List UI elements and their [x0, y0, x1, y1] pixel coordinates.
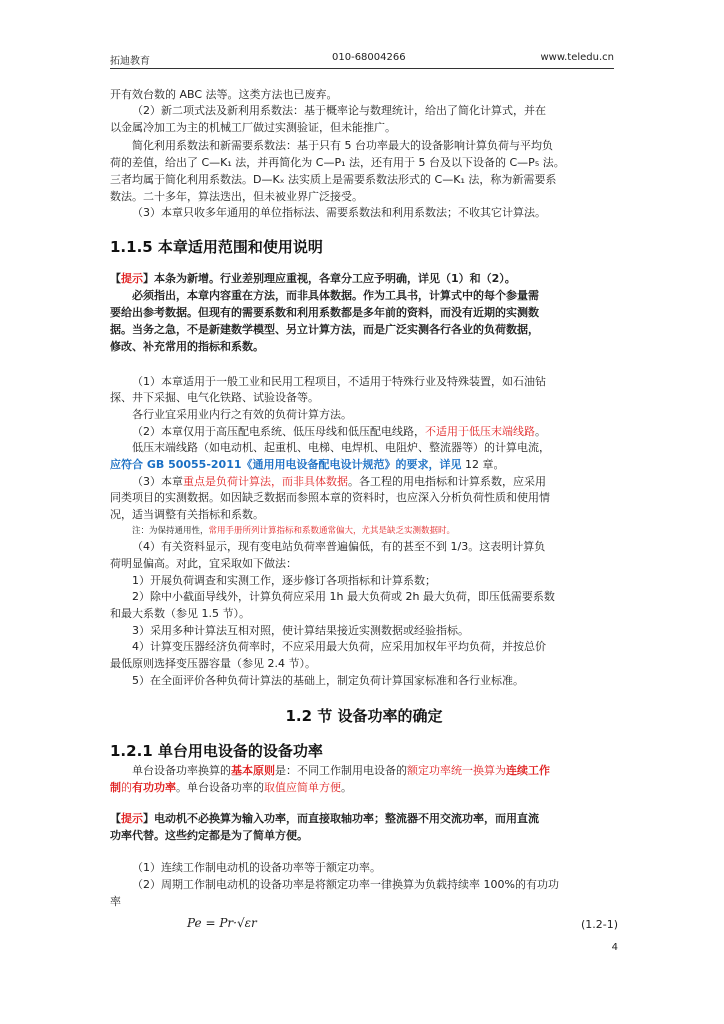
tip-bracket: 】 [143, 812, 154, 825]
tip-text: 本条为新增。行业差别理应重视，各章分工应予明确，详见（1）和（2）。 [154, 272, 516, 285]
highlight-red: 重点是负荷计算法，而非具体数据 [183, 475, 348, 488]
tip-label: 提示 [121, 272, 143, 285]
section-heading-1-2-1: 1.2.1 单台用电设备的设备功率 [110, 742, 323, 760]
bold-line: 功率代替。这些约定都是为了简单方便。 [110, 829, 308, 842]
text-line: 简化利用系数法和新需要系数法：基于只有 5 台功率最大的设备影响计算负荷与平均负 [132, 139, 553, 152]
bold-line: 修改、补充常用的指标和系数。 [110, 340, 264, 353]
text-line [110, 425, 618, 439]
highlight-red: 连续工作 [506, 764, 550, 777]
text-line [110, 781, 618, 795]
text-line: （4）有关资料显示，现有变电站负荷率普遍偏低，有的甚至不到 1/3。这表明计算负 [132, 540, 546, 553]
tip-text: 电动机不必换算为输入功率，而直接取轴功率；整流器不用交流功率，而用直流 [154, 812, 539, 825]
text-span: （3）本章 [132, 475, 183, 488]
text-line: 况，适当调整有关指标和系数。 [110, 508, 264, 521]
highlight-red: 的 [121, 781, 132, 794]
highlight-red: 制 [110, 781, 121, 794]
formula-1-2-1 [110, 914, 618, 938]
text-span: 。单台设备功率的 [176, 781, 264, 794]
page-number: 4 [611, 942, 618, 953]
bold-line: 必须指出，本章内容重在方法，而非具体数据。作为工具书，计算式中的每个参量需 [132, 289, 539, 302]
text-line: 各行业宜采用业内行之有效的负荷计算方法。 [132, 408, 352, 421]
text-line [110, 764, 618, 778]
list-item: 5）在全面评价各种负荷计算法的基础上，制定负荷计算国家标准和各行业标准。 [132, 674, 524, 687]
text-line: 数法。二十多年，算法迭出，但未被业界广泛接受。 [110, 190, 363, 203]
text-line: 同类项目的实测数据。如因缺乏数据而参照本章的资料时，也应深入分析负荷性质和使用情 [110, 491, 550, 504]
tip-line [110, 272, 618, 286]
header-website: www.teledu.cn [540, 52, 614, 63]
text-line: 以金属冷加工为主的机械工厂做过实测验证，但未能推广。 [110, 121, 396, 134]
tip-bracket: 】 [143, 272, 154, 285]
text-line: （2）周期工作制电动机的设备功率是将额定功率一律换算为负载持续率 100%的有功功 [132, 878, 559, 891]
note-label: 注：为保持通用性， [132, 526, 209, 536]
tip-label: 提示 [121, 812, 143, 825]
section-heading-1-2: 1.2 节 设备功率的确定 [285, 707, 443, 725]
highlight-red: 常用手册所列计算指标和系数通常偏大，尤其是缺乏实测数据时。 [208, 526, 456, 536]
bold-line: 要给出参考数据。但现有的需要系数和利用系数都是多年前的资料，而没有近期的实测数 [110, 306, 539, 319]
formula-expression: Pe = Pr·√εr [187, 916, 257, 930]
text-line: （1）连续工作制电动机的设备功率等于额定功率。 [132, 861, 381, 874]
text-line: 荷的差值，给出了 C—K₁ 法，并再简化为 C—P₁ 法，还有用于 5 台及以下设备的 C—P₅ 法。 [110, 156, 565, 169]
section-heading-1-1-5: 1.1.5 本章适用范围和使用说明 [110, 238, 323, 256]
text-line: （2）新二项式法及新利用系数法：基于概率论与数理统计，给出了简化计算式，并在 [132, 104, 546, 117]
text-line: 率 [110, 895, 121, 908]
list-item: 1）开展负荷调查和实测工作，逐步修订各项指标和计算系数； [132, 574, 436, 587]
header-phone: 010-68004266 [332, 52, 406, 63]
text-line: 荷明显偏高。对此，宜采取如下做法： [110, 557, 297, 570]
list-item: 2）除中小截面导线外，计算负荷应采用 1h 最大负荷或 2h 最大负荷，即压低需要系数 [132, 590, 555, 603]
text-line: 三者均属于简化利用系数法。D—Kₓ 法实质上是需要系数法形式的 C—K₁ 法，称为新需要系 [110, 173, 557, 186]
text-line: （3）本章只收多年通用的单位指标法、需要系数法和利用系数法；不收其它计算法。 [132, 206, 546, 219]
standard-reference: 应符合 GB 50055-2011《通用用电设备配电设计规范》的要求，详见 [110, 458, 462, 471]
text-line: 最低原则选择变压器容量（参见 2.4 节）。 [110, 657, 316, 670]
text-line: 低压末端线路（如电动机、起重机、电梯、电焊机、电阻炉、整流器等）的计算电流， [132, 441, 550, 454]
text-line [110, 475, 618, 489]
text-span: 。 [535, 425, 546, 438]
list-item: 4）计算变压器经济负荷率时，不应采用最大负荷，应采用加权年平均负荷，并按总价 [132, 640, 546, 653]
tip-line [110, 812, 618, 826]
text-line: （1）本章适用于一般工业和民用工程项目，不适用于特殊行业及特殊装置，如石油钻 [132, 375, 546, 388]
header-left: 拓迪教育 [110, 56, 150, 67]
highlight-red: 额定功率统一换算为 [407, 764, 506, 777]
text-span: 单台设备功率换算的 [132, 764, 231, 777]
text-line: 和最大系数（参见 1.5 节）。 [110, 607, 250, 620]
page-header [110, 46, 614, 69]
highlight-red: 取值应简单方便 [264, 781, 341, 794]
highlight-red: 基本原则 [231, 764, 275, 777]
text-span: 。各工程的用电指标和计算系数，应采用 [348, 475, 546, 488]
text-span: 是：不同工作制用电设备的 [275, 764, 407, 777]
text-line: 开有效台数的 ABC 法等。这类方法也已废弃。 [110, 88, 338, 101]
bold-line: 据。当务之急，不是新建数学模型、另立计算方法，而是广泛实测各行各业的负荷数据， [110, 323, 539, 336]
text-span: 。 [341, 781, 352, 794]
highlight-red: 不适用于低压末端线路 [425, 425, 535, 438]
highlight-red: 有功功率 [132, 781, 176, 794]
text-span: 12 章。 [461, 458, 505, 471]
text-line: 探、井下采掘、电气化铁路、试验设备等。 [110, 391, 319, 404]
formula-number: (1.2-1) [580, 918, 618, 931]
tip-bracket: 【 [110, 272, 121, 285]
note-line [110, 524, 618, 538]
text-span: （2）本章仅用于高压配电系统、低压母线和低压配电线路， [132, 425, 425, 438]
text-line [110, 458, 618, 472]
tip-bracket: 【 [110, 812, 121, 825]
list-item: 3）采用多种计算法互相对照，使计算结果接近实测数据或经验指标。 [132, 624, 469, 637]
